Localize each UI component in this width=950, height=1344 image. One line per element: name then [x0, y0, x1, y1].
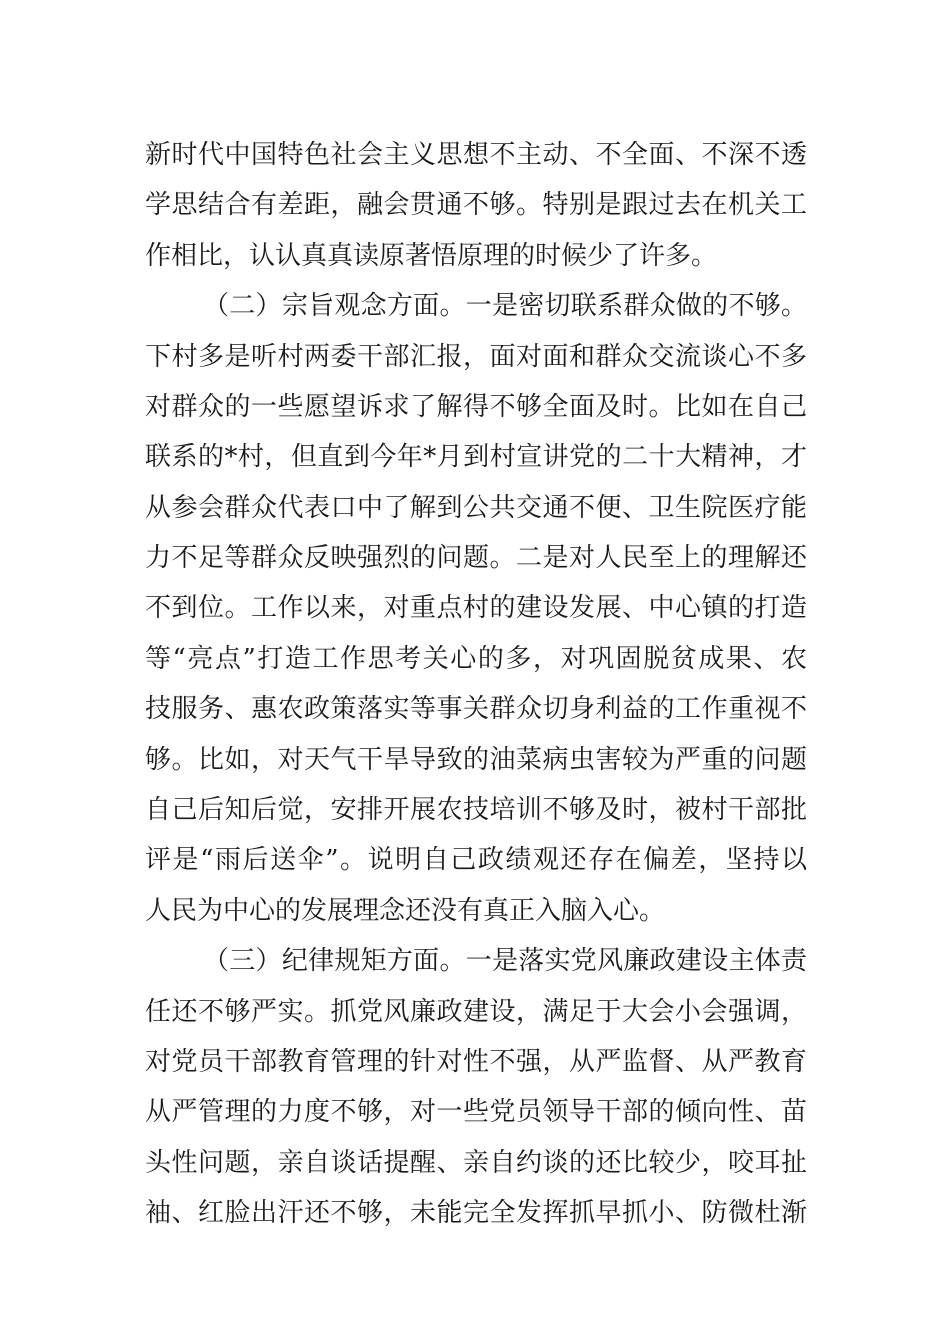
text-line: 力不足等群众反映强烈的问题。二是对人民至上的理解还 [145, 543, 807, 573]
text-line: 从参会群众代表口中了解到公共交通不便、卫生院医疗能 [145, 493, 807, 523]
text-line: 作相比，认认真真读原著悟原理的时候少了许多。 [145, 241, 718, 271]
text-line: 不到位。工作以来，对重点村的建设发展、中心镇的打造 [145, 593, 807, 623]
text-line: 人民为中心的发展理念还没有真正入脑入心。 [145, 896, 666, 926]
text-line: 下村多是听村两委干部汇报，面对面和群众交流谈心不多 [145, 342, 807, 372]
text-line: 评是“雨后送伞”。说明自己政绩观还存在偏差，坚持以 [145, 845, 807, 875]
text-line: 新时代中国特色社会主义思想不主动、不全面、不深不透 [145, 140, 807, 170]
text-line: 从严管理的力度不够，对一些党员领导干部的倾向性、苗 [145, 1097, 807, 1127]
text-line: 等“亮点”打造工作思考关心的多，对巩固脱贫成果、农 [145, 644, 807, 674]
text-line: 联系的*村，但直到今年*月到村宣讲党的二十大精神，才 [145, 442, 807, 472]
text-line: 技服务、惠农政策落实等事关群众切身利益的工作重视不 [145, 694, 807, 724]
text-line: （三）纪律规矩方面。一是落实党风廉政建设主体责 [203, 946, 807, 976]
text-line: 对党员干部教育管理的针对性不强，从严监督、从严教育 [145, 1047, 807, 1077]
text-line: 头性问题，亲自谈话提醒、亲自约谈的还比较少，咬耳扯 [145, 1148, 807, 1178]
text-line: 自己后知后觉，安排开展农技培训不够及时，被村干部批 [145, 795, 807, 825]
text-line: （二）宗旨观念方面。一是密切联系群众做的不够。 [203, 291, 807, 321]
text-line: 对群众的一些愿望诉求了解得不够全面及时。比如在自己 [145, 392, 807, 422]
text-line: 袖、红脸出汗还不够，未能完全发挥抓早抓小、防微杜渐 [145, 1198, 807, 1228]
text-line: 学思结合有差距，融会贯通不够。特别是跟过去在机关工 [145, 190, 807, 220]
text-line: 任还不够严实。抓党风廉政建设，满足于大会小会强调， [145, 997, 807, 1027]
text-line: 够。比如，对天气干旱导致的油菜病虫害较为严重的问题 [145, 745, 807, 775]
